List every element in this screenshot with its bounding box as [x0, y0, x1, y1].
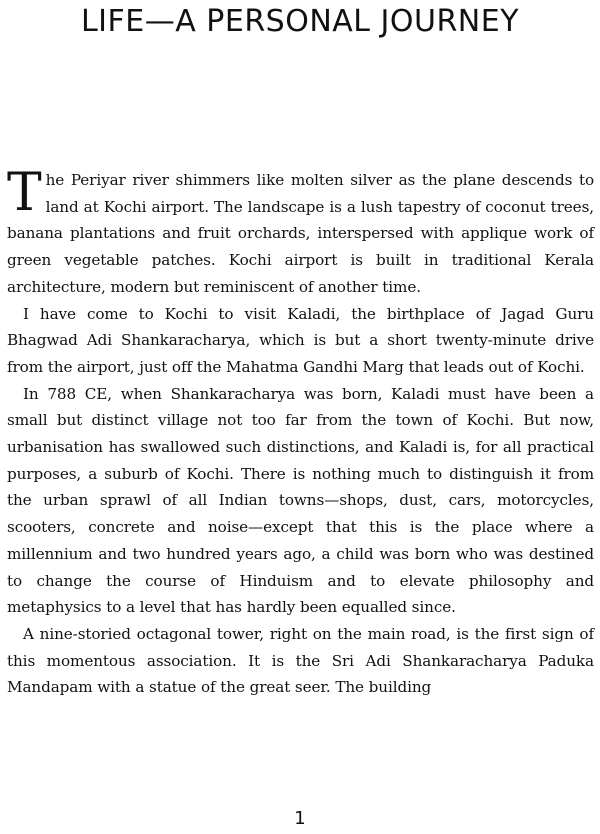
page-number: 1 [294, 808, 306, 829]
chapter-title: LIFE—A PERSONAL JOURNEY [80, 4, 520, 39]
drop-cap: T [7, 163, 42, 223]
paragraph-3: In 788 CE, when Shankaracharya was born, Kaladi must have been a small but distinct village not too far from the town of Kochi. But now, urbanisation has swallowed such distinctions, and Kaladi is, for all practical purposes, a suburb of Kochi. There is nothing much to distinguish it from the urban sprawl of all Indian towns—shops, dust, cars, motorcycles, scooters, concrete and noise—except that this is the place where a millennium and two hundred years ago, a child was born who was destined to change the course of Hinduism and to elevate philosophy and metaphysics to a level that has hardly been equalled since. [7, 384, 594, 617]
paragraph-1 [7, 163, 594, 301]
paragraph-4: A nine-storied octagonal tower, right on the main road, is the first sign of this momentous association. It is the Sri Adi Shankaracharya Paduka Mandapam with a statue of the great seer. The building [7, 624, 594, 697]
paragraph-2: I have come to Kochi to visit Kaladi, the birthplace of Jagad Guru Bhagwad Adi Shankaracharya, which is but a short twenty-minute drive from the airport, just off the Mahatma Gandhi Marg that leads out of Kochi. [7, 304, 594, 376]
paragraph-1-text: he Periyar river shimmers like molten silver as the plane descends to land at Kochi airport. The landscape is a lush tapestry of coconut trees, banana plantations and fruit orchards, interspersed with applique work of green vegetable patches. Kochi airport is built in traditional Kerala architecture, modern but reminiscent of another time. [7, 171, 594, 296]
body-text [7, 163, 594, 701]
